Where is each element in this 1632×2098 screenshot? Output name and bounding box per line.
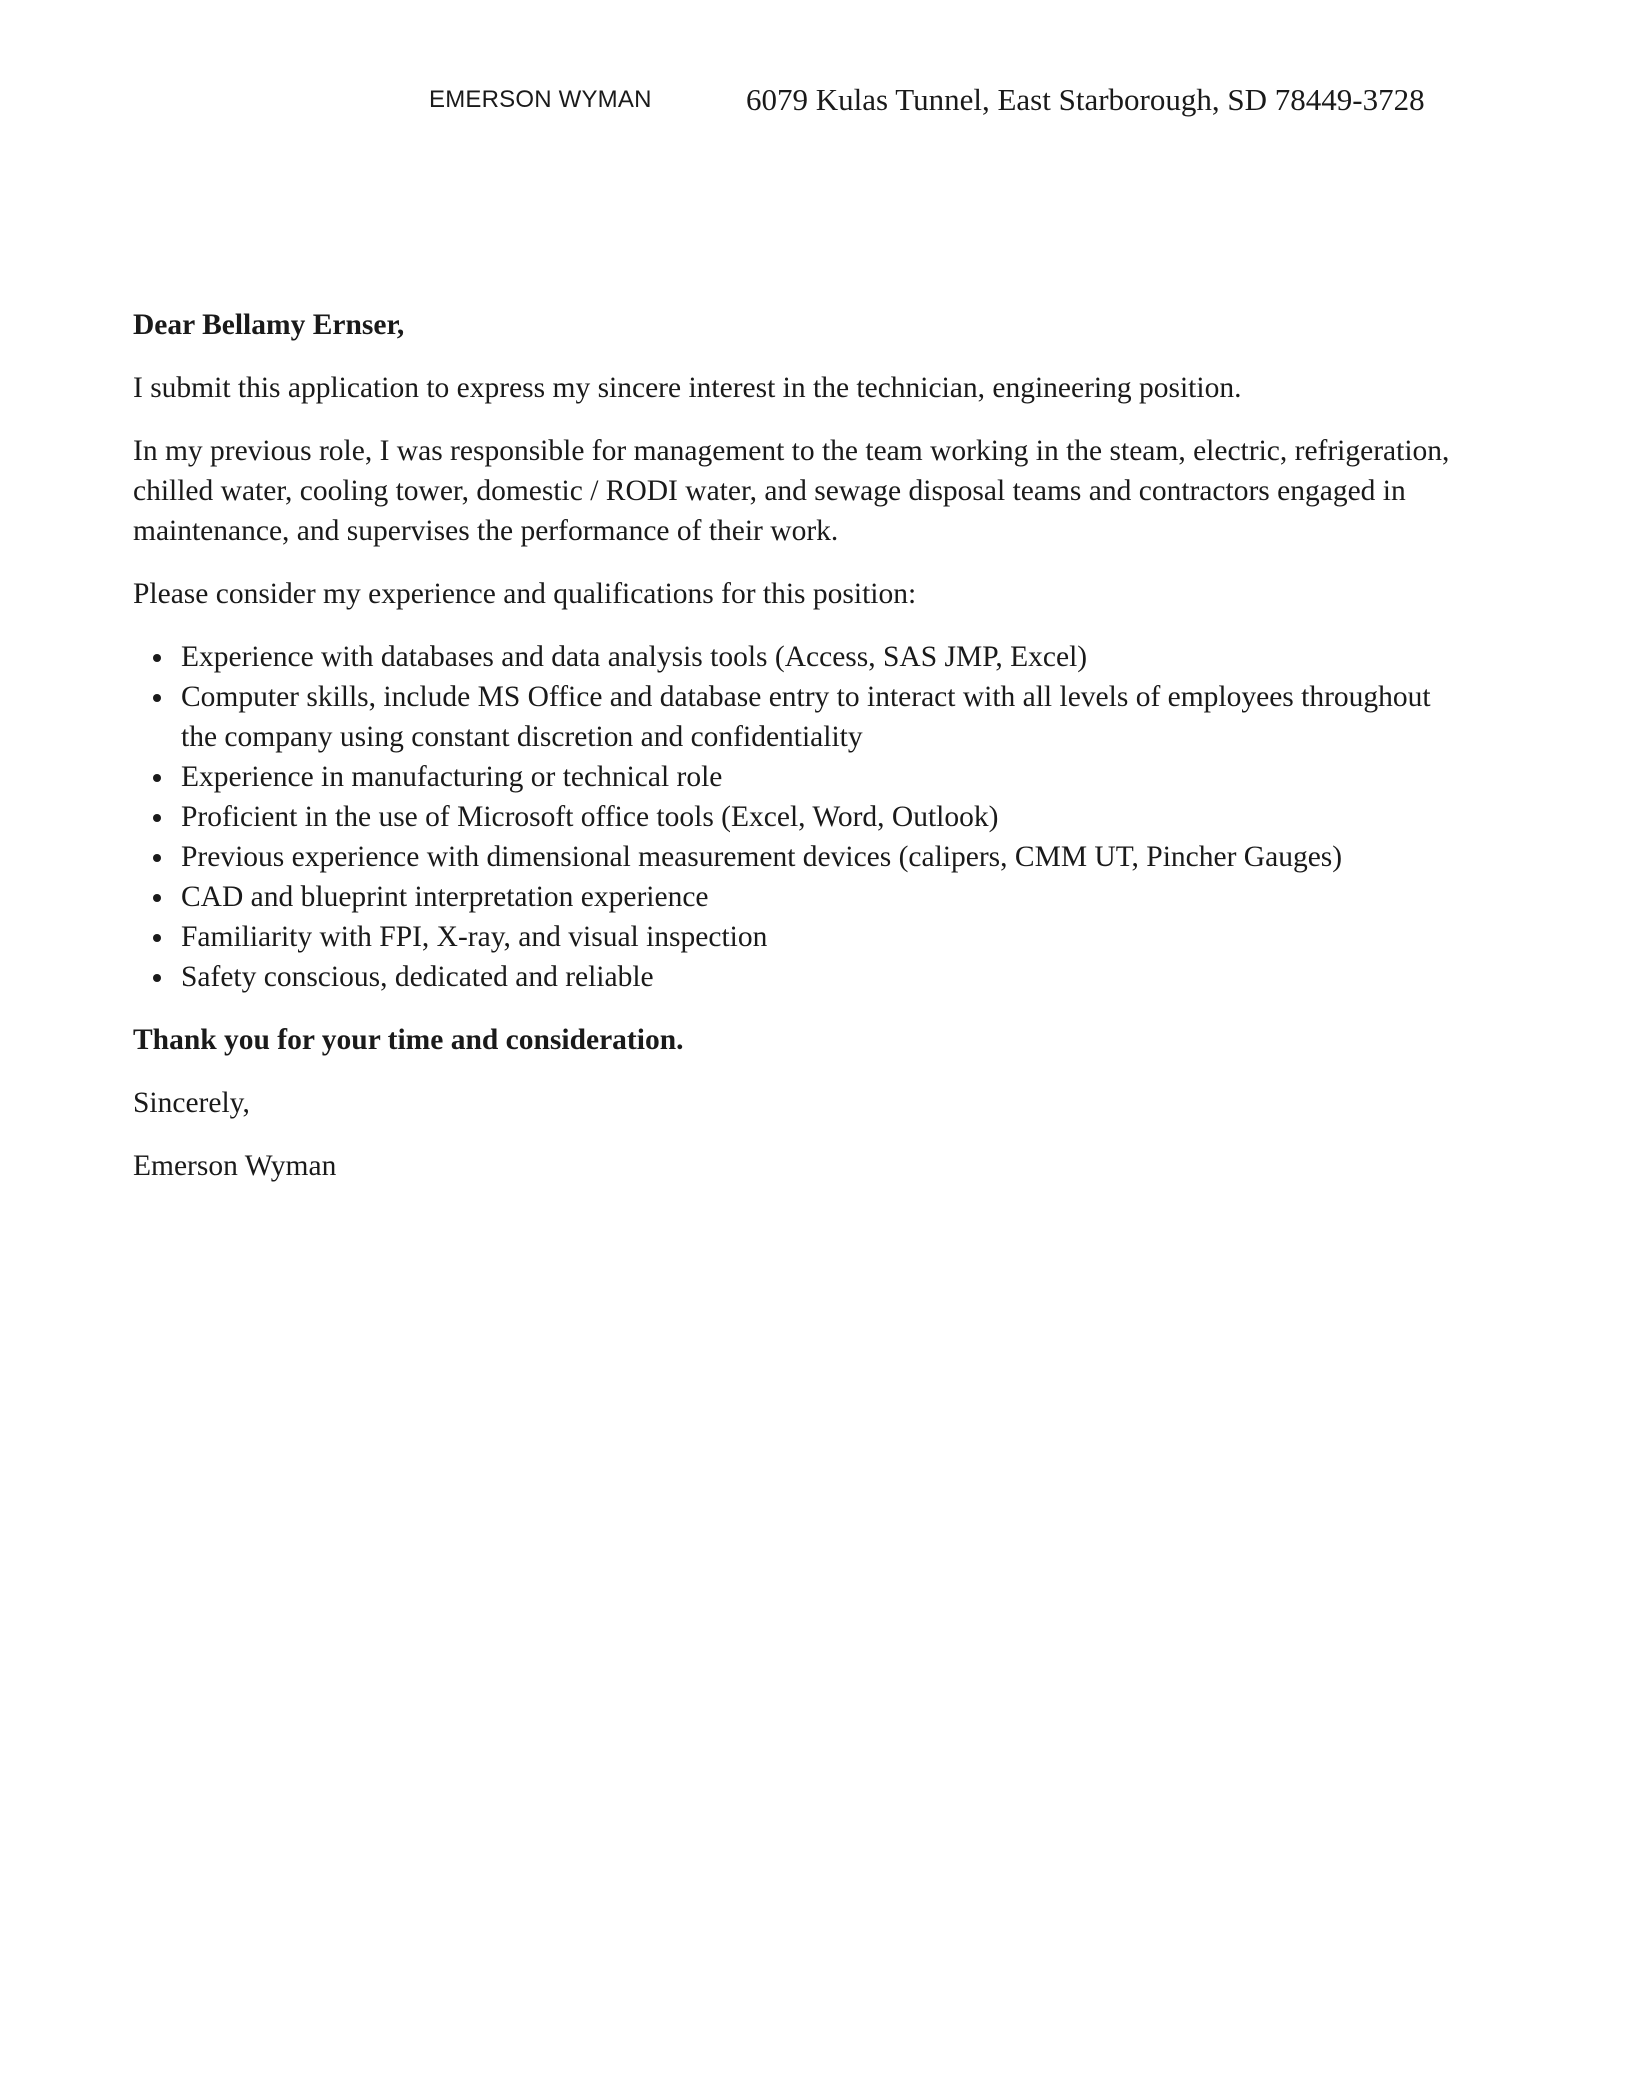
list-item: Computer skills, include MS Office and database entry to interact with all levels of employees throughout the company using constant discretion and confidentiality bbox=[133, 677, 1453, 757]
list-item: Previous experience with dimensional measurement devices (calipers, CMM UT, Pincher Gauges) bbox=[133, 837, 1453, 877]
thanks-line: Thank you for your time and consideration. bbox=[133, 1024, 684, 1056]
list-item: Experience in manufacturing or technical role bbox=[133, 757, 1453, 797]
list-item: Familiarity with FPI, X-ray, and visual inspection bbox=[133, 917, 1453, 957]
closing: Sincerely, bbox=[133, 1087, 250, 1119]
signature: Emerson Wyman bbox=[133, 1150, 337, 1182]
list-item: Experience with databases and data analysis tools (Access, SAS JMP, Excel) bbox=[133, 637, 1453, 677]
letter-body bbox=[133, 305, 1453, 1209]
experience-paragraph: In my previous role, I was responsible for management to the team working in the steam, electric, refrigeration, chilled water, cooling tower, domestic / RODI water, and sewage disposal teams and contractors engaged in maintenance, and supervises the performance of their work. bbox=[133, 435, 1450, 547]
intro-paragraph: I submit this application to express my sincere interest in the technician, engineering position. bbox=[133, 372, 1242, 404]
sender-address: 6079 Kulas Tunnel, East Starborough, SD 78449-3728 bbox=[746, 82, 1425, 117]
letter-header bbox=[0, 82, 1632, 122]
salutation: Dear Bellamy Ernser, bbox=[133, 309, 405, 341]
qualifications-list bbox=[133, 637, 1453, 997]
sender-name: EMERSON WYMAN bbox=[429, 86, 652, 113]
qualifications-intro: Please consider my experience and qualifications for this position: bbox=[133, 578, 917, 610]
list-item: CAD and blueprint interpretation experience bbox=[133, 877, 1453, 917]
list-item: Safety conscious, dedicated and reliable bbox=[133, 957, 1453, 997]
list-item: Proficient in the use of Microsoft office tools (Excel, Word, Outlook) bbox=[133, 797, 1453, 837]
